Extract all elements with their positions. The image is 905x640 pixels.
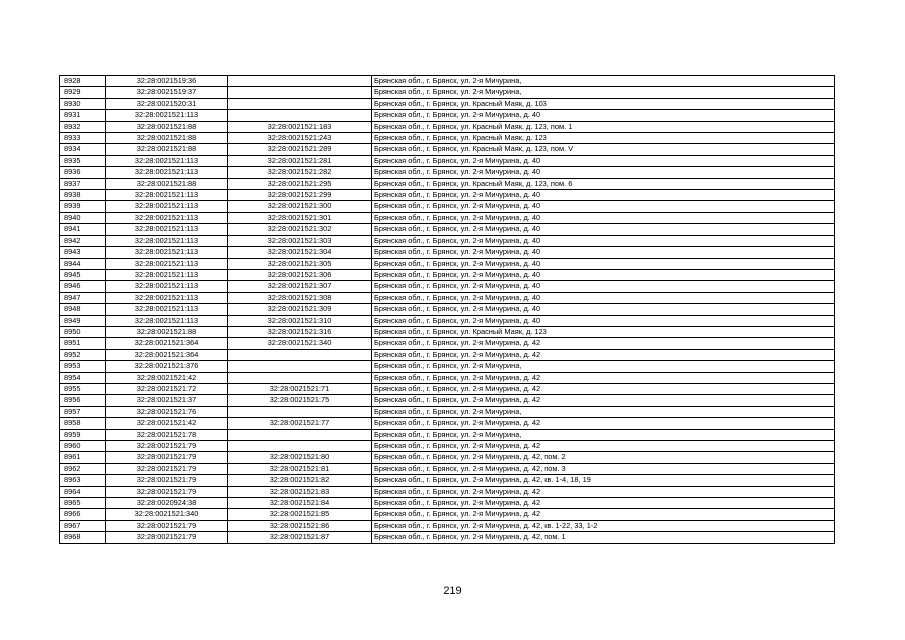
cadastral-number-cell: 32:28:0021521:307 [228,281,372,292]
table-row [60,235,835,246]
row-number-cell: 8955 [60,383,106,394]
cadastral-number-cell: 32:28:0021521:84 [228,498,372,509]
cadastral-number-cell [228,349,372,360]
table-row [60,133,835,144]
cadastral-number-cell [228,406,372,417]
address-cell: Брянская обл., г. Брянск, ул. 2-я Мичурина, д. 40 [372,235,835,246]
parent-cadastral-number-cell: 32:28:0021521:79 [106,475,228,486]
parent-cadastral-number-cell: 32:28:0021521:42 [106,372,228,383]
table-row [60,326,835,337]
cadastral-number-cell: 32:28:0021521:289 [228,144,372,155]
address-cell: Брянская обл., г. Брянск, ул. 2-я Мичурина, д. 40 [372,258,835,269]
parent-cadastral-number-cell: 32:28:0021521:88 [106,144,228,155]
cadastral-number-cell: 32:28:0021521:316 [228,326,372,337]
row-number-cell: 8932 [60,121,106,132]
parent-cadastral-number-cell: 32:28:0021521:113 [106,235,228,246]
cadastral-number-cell: 32:28:0021521:183 [228,121,372,132]
row-number-cell: 8958 [60,418,106,429]
parent-cadastral-number-cell: 32:28:0021521:88 [106,133,228,144]
cadastral-number-cell [228,110,372,121]
table-row [60,98,835,109]
cadastral-number-cell: 32:28:0021521:80 [228,452,372,463]
address-cell: Брянская обл., г. Брянск, ул. Красный Маяк, д. 123 [372,326,835,337]
cadastral-number-cell: 32:28:0021521:295 [228,178,372,189]
row-number-cell: 8953 [60,361,106,372]
address-cell: Брянская обл., г. Брянск, ул. 2-я Мичурина, д. 42 [372,498,835,509]
cadastral-register-table [59,75,835,544]
address-cell: Брянская обл., г. Брянск, ул. 2-я Мичурина, д. 42 [372,486,835,497]
address-cell: Брянская обл., г. Брянск, ул. 2-я Мичурина, [372,429,835,440]
table-row [60,155,835,166]
address-cell: Брянская обл., г. Брянск, ул. 2-я Мичурина, д. 40 [372,304,835,315]
cadastral-number-cell [228,361,372,372]
address-cell: Брянская обл., г. Брянск, ул. Красный Маяк, д. 123, пом. 6 [372,178,835,189]
address-cell: Брянская обл., г. Брянск, ул. 2-я Мичурина, [372,406,835,417]
row-number-cell: 8942 [60,235,106,246]
parent-cadastral-number-cell: 32:28:0021521:79 [106,486,228,497]
row-number-cell: 8947 [60,292,106,303]
parent-cadastral-number-cell: 32:28:0021521:79 [106,463,228,474]
row-number-cell: 8949 [60,315,106,326]
parent-cadastral-number-cell: 32:28:0021521:113 [106,304,228,315]
parent-cadastral-number-cell: 32:28:0021521:42 [106,418,228,429]
address-cell: Брянская обл., г. Брянск, ул. 2-я Мичурина, [372,76,835,87]
address-cell: Брянская обл., г. Брянск, ул. 2-я Мичурина, д. 40 [372,315,835,326]
row-number-cell: 8960 [60,441,106,452]
address-cell: Брянская обл., г. Брянск, ул. Красный Маяк, д. 123, пом. 1 [372,121,835,132]
row-number-cell: 8946 [60,281,106,292]
cadastral-number-cell: 32:28:0021521:299 [228,190,372,201]
parent-cadastral-number-cell: 32:28:0021521:113 [106,292,228,303]
address-cell: Брянская обл., г. Брянск, ул. 2-я Мичурина, [372,87,835,98]
address-cell: Брянская обл., г. Брянск, ул. 2-я Мичурина, д. 42, пом. 2 [372,452,835,463]
cadastral-number-cell: 32:28:0021521:309 [228,304,372,315]
parent-cadastral-number-cell: 32:28:0021521:72 [106,383,228,394]
table-row [60,247,835,258]
table-row [60,258,835,269]
parent-cadastral-number-cell: 32:28:0020924:38 [106,498,228,509]
cadastral-number-cell: 32:28:0021521:340 [228,338,372,349]
table-row [60,475,835,486]
parent-cadastral-number-cell: 32:28:0021521:113 [106,247,228,258]
table-row [60,224,835,235]
table-row [60,178,835,189]
cadastral-number-cell: 32:28:0021521:282 [228,167,372,178]
row-number-cell: 8938 [60,190,106,201]
parent-cadastral-number-cell: 32:28:0021521:76 [106,406,228,417]
row-number-cell: 8967 [60,520,106,531]
parent-cadastral-number-cell: 32:28:0021521:113 [106,110,228,121]
address-cell: Брянская обл., г. Брянск, ул. 2-я Мичурина, д. 42 [372,441,835,452]
cadastral-number-cell: 32:28:0021521:83 [228,486,372,497]
cadastral-number-cell: 32:28:0021521:302 [228,224,372,235]
address-cell: Брянская обл., г. Брянск, ул. 2-я Мичурина, д. 42, кв. 1-22, 33, 1-2 [372,520,835,531]
cadastral-number-cell [228,441,372,452]
row-number-cell: 8951 [60,338,106,349]
table-row [60,167,835,178]
address-cell: Брянская обл., г. Брянск, ул. 2-я Мичурина, д. 42 [372,338,835,349]
row-number-cell: 8934 [60,144,106,155]
address-cell: Брянская обл., г. Брянск, ул. 2-я Мичурина, д. 40 [372,269,835,280]
cadastral-number-cell: 32:28:0021521:300 [228,201,372,212]
parent-cadastral-number-cell: 32:28:0021521:113 [106,201,228,212]
row-number-cell: 8954 [60,372,106,383]
address-cell: Брянская обл., г. Брянск, ул. 2-я Мичурина, д. 40 [372,247,835,258]
cadastral-number-cell: 32:28:0021521:243 [228,133,372,144]
row-number-cell: 8930 [60,98,106,109]
address-cell: Брянская обл., г. Брянск, ул. Красный Маяк, д. 103 [372,98,835,109]
parent-cadastral-number-cell: 32:28:0021521:113 [106,167,228,178]
parent-cadastral-number-cell: 32:28:0021521:113 [106,224,228,235]
parent-cadastral-number-cell: 32:28:0021519:37 [106,87,228,98]
parent-cadastral-number-cell: 32:28:0021521:37 [106,395,228,406]
row-number-cell: 8961 [60,452,106,463]
parent-cadastral-number-cell: 32:28:0021521:88 [106,121,228,132]
row-number-cell: 8965 [60,498,106,509]
row-number-cell: 8948 [60,304,106,315]
cadastral-number-cell: 32:28:0021521:301 [228,212,372,223]
row-number-cell: 8943 [60,247,106,258]
row-number-cell: 8937 [60,178,106,189]
table-row [60,121,835,132]
row-number-cell: 8929 [60,87,106,98]
row-number-cell: 8933 [60,133,106,144]
table-row [60,281,835,292]
cadastral-number-cell: 32:28:0021521:87 [228,532,372,543]
table-row [60,349,835,360]
table-row [60,441,835,452]
parent-cadastral-number-cell: 32:28:0021521:113 [106,258,228,269]
parent-cadastral-number-cell: 32:28:0021521:88 [106,178,228,189]
parent-cadastral-number-cell: 32:28:0021521:79 [106,441,228,452]
row-number-cell: 8964 [60,486,106,497]
cadastral-number-cell: 32:28:0021521:310 [228,315,372,326]
cadastral-number-cell: 32:28:0021521:71 [228,383,372,394]
table-row [60,395,835,406]
cadastral-number-cell: 32:28:0021521:85 [228,509,372,520]
parent-cadastral-number-cell: 32:28:0021521:78 [106,429,228,440]
table-row [60,144,835,155]
cadastral-number-cell: 32:28:0021521:281 [228,155,372,166]
parent-cadastral-number-cell: 32:28:0021521:340 [106,509,228,520]
table-row [60,269,835,280]
page-number: 219 [443,585,462,597]
parent-cadastral-number-cell: 32:28:0021521:79 [106,532,228,543]
row-number-cell: 8957 [60,406,106,417]
table-row [60,201,835,212]
table-row [60,532,835,543]
parent-cadastral-number-cell: 32:28:0021521:79 [106,520,228,531]
cadastral-number-cell [228,98,372,109]
table-row [60,338,835,349]
row-number-cell: 8931 [60,110,106,121]
row-number-cell: 8945 [60,269,106,280]
table-row [60,292,835,303]
address-cell: Брянская обл., г. Брянск, ул. 2-я Мичурина, [372,361,835,372]
address-cell: Брянская обл., г. Брянск, ул. 2-я Мичурина, д. 40 [372,224,835,235]
table-row [60,463,835,474]
row-number-cell: 8966 [60,509,106,520]
address-cell: Брянская обл., г. Брянск, ул. 2-я Мичурина, д. 42 [372,372,835,383]
address-cell: Брянская обл., г. Брянск, ул. 2-я Мичурина, д. 42 [372,395,835,406]
row-number-cell: 8935 [60,155,106,166]
table-row [60,498,835,509]
address-cell: Брянская обл., г. Брянск, ул. Красный Маяк, д. 123 [372,133,835,144]
row-number-cell: 8956 [60,395,106,406]
cadastral-number-cell: 32:28:0021521:81 [228,463,372,474]
address-cell: Брянская обл., г. Брянск, ул. 2-я Мичурина, д. 40 [372,212,835,223]
table-row [60,315,835,326]
table-row [60,383,835,394]
address-cell: Брянская обл., г. Брянск, ул. 2-я Мичурина, д. 42 [372,349,835,360]
address-cell: Брянская обл., г. Брянск, ул. 2-я Мичурина, д. 42 [372,418,835,429]
table-row [60,304,835,315]
cadastral-number-cell: 32:28:0021521:82 [228,475,372,486]
row-number-cell: 8944 [60,258,106,269]
row-number-cell: 8950 [60,326,106,337]
cadastral-number-cell [228,76,372,87]
parent-cadastral-number-cell: 32:28:0021521:113 [106,315,228,326]
cadastral-number-cell: 32:28:0021521:86 [228,520,372,531]
address-cell: Брянская обл., г. Брянск, ул. 2-я Мичурина, д. 42, пом. 3 [372,463,835,474]
address-cell: Брянская обл., г. Брянск, ул. 2-я Мичурина, д. 42, кв. 1-4, 18, 19 [372,475,835,486]
row-number-cell: 8962 [60,463,106,474]
table-row [60,110,835,121]
register-table-body [60,76,835,544]
table-row [60,76,835,87]
address-cell: Брянская обл., г. Брянск, ул. 2-я Мичурина, д. 40 [372,167,835,178]
parent-cadastral-number-cell: 32:28:0021520:31 [106,98,228,109]
row-number-cell: 8936 [60,167,106,178]
table-row [60,429,835,440]
row-number-cell: 8941 [60,224,106,235]
table-row [60,212,835,223]
row-number-cell: 8968 [60,532,106,543]
row-number-cell: 8940 [60,212,106,223]
table-row [60,87,835,98]
parent-cadastral-number-cell: 32:28:0021521:113 [106,269,228,280]
cadastral-number-cell: 32:28:0021521:305 [228,258,372,269]
table-row [60,190,835,201]
address-cell: Брянская обл., г. Брянск, ул. 2-я Мичурина, д. 40 [372,201,835,212]
row-number-cell: 8928 [60,76,106,87]
parent-cadastral-number-cell: 32:28:0021521:376 [106,361,228,372]
table-row [60,361,835,372]
cadastral-number-cell: 32:28:0021521:306 [228,269,372,280]
address-cell: Брянская обл., г. Брянск, ул. 2-я Мичурина, д. 40 [372,155,835,166]
parent-cadastral-number-cell: 32:28:0021521:113 [106,190,228,201]
cadastral-number-cell [228,372,372,383]
address-cell: Брянская обл., г. Брянск, ул. 2-я Мичурина, д. 42 [372,509,835,520]
row-number-cell: 8959 [60,429,106,440]
address-cell: Брянская обл., г. Брянск, ул. 2-я Мичурина, д. 40 [372,110,835,121]
address-cell: Брянская обл., г. Брянск, ул. 2-я Мичурина, д. 40 [372,190,835,201]
cadastral-number-cell: 32:28:0021521:304 [228,247,372,258]
table-row [60,406,835,417]
address-cell: Брянская обл., г. Брянск, ул. Красный Маяк, д. 123, пом. V [372,144,835,155]
cadastral-number-cell [228,429,372,440]
row-number-cell: 8939 [60,201,106,212]
parent-cadastral-number-cell: 32:28:0021521:364 [106,349,228,360]
parent-cadastral-number-cell: 32:28:0021521:113 [106,281,228,292]
address-cell: Брянская обл., г. Брянск, ул. 2-я Мичурина, д. 40 [372,292,835,303]
table-row [60,418,835,429]
address-cell: Брянская обл., г. Брянск, ул. 2-я Мичурина, д. 40 [372,281,835,292]
cadastral-number-cell: 32:28:0021521:77 [228,418,372,429]
row-number-cell: 8963 [60,475,106,486]
row-number-cell: 8952 [60,349,106,360]
cadastral-number-cell: 32:28:0021521:75 [228,395,372,406]
address-cell: Брянская обл., г. Брянск, ул. 2-я Мичурина, д. 42 [372,383,835,394]
parent-cadastral-number-cell: 32:28:0021521:88 [106,326,228,337]
table-row [60,452,835,463]
parent-cadastral-number-cell: 32:28:0021521:113 [106,212,228,223]
parent-cadastral-number-cell: 32:28:0021521:113 [106,155,228,166]
parent-cadastral-number-cell: 32:28:0021521:364 [106,338,228,349]
cadastral-number-cell: 32:28:0021521:303 [228,235,372,246]
cadastral-number-cell: 32:28:0021521:308 [228,292,372,303]
table-row [60,520,835,531]
table-row [60,509,835,520]
parent-cadastral-number-cell: 32:28:0021521:79 [106,452,228,463]
address-cell: Брянская обл., г. Брянск, ул. 2-я Мичурина, д. 42, пом. 1 [372,532,835,543]
table-row [60,486,835,497]
parent-cadastral-number-cell: 32:28:0021519:36 [106,76,228,87]
table-row [60,372,835,383]
cadastral-number-cell [228,87,372,98]
